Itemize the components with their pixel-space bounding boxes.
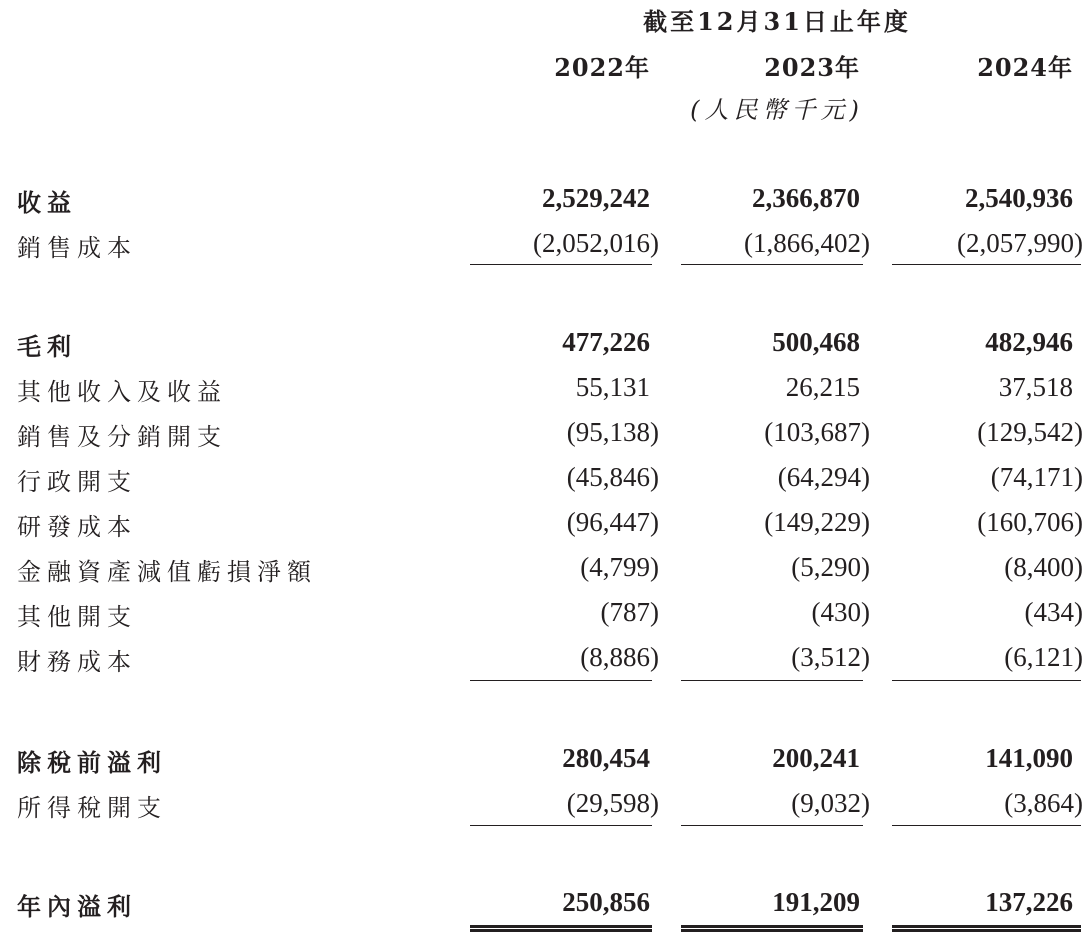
subtotal-rule xyxy=(681,264,863,265)
row-cost-of-sales xyxy=(0,228,1084,268)
row-rd-costs xyxy=(0,507,1084,547)
row-profit-before-tax xyxy=(0,743,1084,783)
value-2024: 482,946 xyxy=(985,327,1073,357)
row-label: 除稅前溢利 xyxy=(17,749,167,777)
value-2022: (45,846) xyxy=(566,462,659,492)
row-label: 金融資產減值虧損淨額 xyxy=(17,558,317,586)
value-2022: (787) xyxy=(600,597,659,627)
row-label: 銷售成本 xyxy=(17,234,137,262)
value-2024: 137,226 xyxy=(985,887,1073,917)
value-2024: (3,864) xyxy=(1004,788,1083,818)
value-2023: (149,229) xyxy=(764,507,870,537)
subtotal-rule xyxy=(470,825,652,826)
value-2023: (3,512) xyxy=(791,642,870,672)
row-label: 所得稅開支 xyxy=(17,794,167,822)
total-double-rule xyxy=(892,925,1081,932)
total-double-rule xyxy=(681,925,863,932)
row-other-expenses xyxy=(0,597,1084,637)
value-2023: (430) xyxy=(811,597,870,627)
value-2023: (64,294) xyxy=(777,462,870,492)
row-impairment-losses xyxy=(0,552,1084,592)
value-2023: 200,241 xyxy=(772,743,860,773)
subtotal-rule xyxy=(470,680,652,681)
row-profit-for-year xyxy=(0,887,1084,927)
value-2022: (96,447) xyxy=(566,507,659,537)
row-label: 年內溢利 xyxy=(17,893,137,921)
row-admin-expenses xyxy=(0,462,1084,502)
value-2024: (6,121) xyxy=(1004,642,1083,672)
row-finance-costs xyxy=(0,642,1084,682)
row-other-income xyxy=(0,372,1084,412)
value-2024: 37,518 xyxy=(998,372,1073,402)
value-2022: (29,598) xyxy=(566,788,659,818)
value-2023: (1,866,402) xyxy=(744,228,870,258)
value-2024: 141,090 xyxy=(985,743,1073,773)
total-double-rule xyxy=(470,925,652,932)
row-label: 收益 xyxy=(17,189,77,217)
row-revenue xyxy=(0,183,1084,223)
value-2022: (2,052,016) xyxy=(533,228,659,258)
period-header: 截至12月31日止年度 xyxy=(643,7,911,36)
row-income-tax xyxy=(0,788,1084,828)
value-2024: (129,542) xyxy=(977,417,1083,447)
value-2023: 26,215 xyxy=(785,372,860,402)
value-2022: 55,131 xyxy=(575,372,650,402)
value-2022: (4,799) xyxy=(580,552,659,582)
row-label: 毛利 xyxy=(17,333,77,361)
row-label: 研發成本 xyxy=(17,513,137,541)
row-label: 銷售及分銷開支 xyxy=(17,423,227,451)
subtotal-rule xyxy=(892,825,1081,826)
value-2023: 191,209 xyxy=(772,887,860,917)
value-2022: 477,226 xyxy=(562,327,650,357)
value-2024: (8,400) xyxy=(1004,552,1083,582)
row-selling-expenses xyxy=(0,417,1084,457)
value-2024: (434) xyxy=(1024,597,1083,627)
value-2023: (5,290) xyxy=(791,552,870,582)
year-2023-header: 2023年 xyxy=(764,53,860,82)
currency-unit: (人民幣千元) xyxy=(690,96,864,124)
value-2022: 250,856 xyxy=(562,887,650,917)
year-2024-header: 2024年 xyxy=(977,53,1073,82)
value-2023: (103,687) xyxy=(764,417,870,447)
row-label: 其他開支 xyxy=(17,603,137,631)
value-2022: 280,454 xyxy=(562,743,650,773)
value-2022: (95,138) xyxy=(566,417,659,447)
value-2023: (9,032) xyxy=(791,788,870,818)
subtotal-rule xyxy=(681,680,863,681)
value-2024: 2,540,936 xyxy=(965,183,1073,213)
value-2022: (8,886) xyxy=(580,642,659,672)
subtotal-rule xyxy=(892,264,1081,265)
row-label: 財務成本 xyxy=(17,648,137,676)
value-2023: 500,468 xyxy=(772,327,860,357)
value-2024: (74,171) xyxy=(990,462,1083,492)
subtotal-rule xyxy=(892,680,1081,681)
value-2024: (2,057,990) xyxy=(957,228,1083,258)
row-gross-profit xyxy=(0,327,1084,367)
subtotal-rule xyxy=(681,825,863,826)
row-label: 行政開支 xyxy=(17,468,137,496)
row-label: 其他收入及收益 xyxy=(17,378,227,406)
value-2023: 2,366,870 xyxy=(752,183,860,213)
value-2024: (160,706) xyxy=(977,507,1083,537)
year-2022-header: 2022年 xyxy=(554,53,650,82)
value-2022: 2,529,242 xyxy=(542,183,650,213)
subtotal-rule xyxy=(470,264,652,265)
